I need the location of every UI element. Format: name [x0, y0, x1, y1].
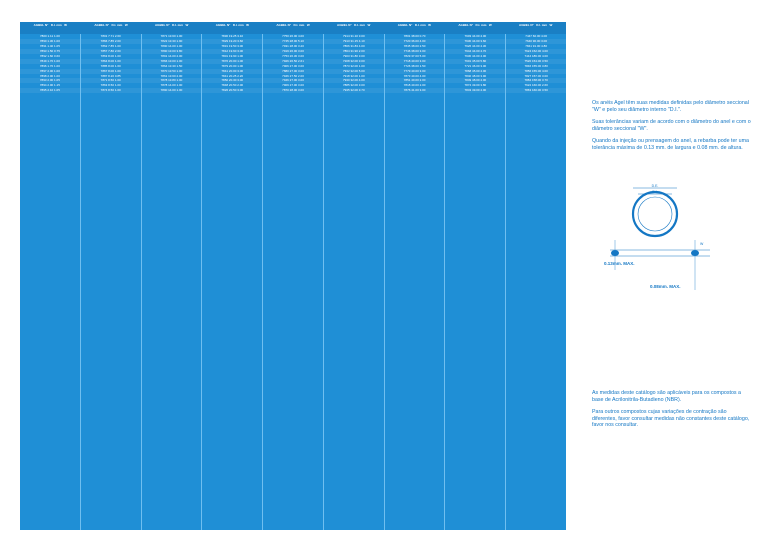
table-row: 7750 26.00 4.00: [282, 34, 304, 38]
table-row: 7864 8.00 1.00: [81, 59, 141, 64]
table-row: 7930 32.00 4.00: [324, 78, 384, 83]
table-row: 7897 2.00 1.00: [20, 69, 80, 74]
table-column: [384, 34, 445, 530]
table-row: 7878 14.00 1.00: [160, 83, 183, 88]
table-column: [80, 34, 141, 530]
table-row: 7880 27.00 3.00: [263, 69, 323, 74]
table-row: 7827 157.00 3.00: [524, 73, 548, 78]
table-body: [20, 34, 566, 530]
table-row: 7826 20.50 3.00: [202, 88, 262, 93]
table-row: 7801 7.71 2.60: [100, 34, 121, 38]
table-row: 7874 8.50 1.00: [81, 88, 141, 93]
table-row: 7829 19.20 3.60: [202, 39, 262, 44]
table-row: 7871 13.60 1.00: [160, 34, 183, 38]
table-column: [323, 34, 384, 530]
table-row: 7721 46.00 3.00: [464, 63, 487, 68]
table-row: 7864 13.30 1.50: [160, 63, 183, 68]
table-row: 7893 2.00 1.05: [20, 78, 80, 83]
table-row: 7718 40.00 3.00: [385, 59, 445, 64]
table-row: 7846 155.00 3.80: [524, 63, 548, 68]
table-row: 7930 44.00 4.00: [464, 53, 487, 58]
table-row: 7863 8.00 1.00: [100, 53, 121, 58]
table-row: 7876 41.00 3.00: [385, 88, 445, 93]
table-header-group: AGBEL N° D.I. mm W: [33, 23, 67, 27]
table-row: 7831 19.50 3.00: [221, 43, 244, 48]
table-row: 7864 31.90 2.00: [324, 49, 384, 54]
w-label: W: [700, 242, 704, 246]
table-row: 7208 32.00 3.00: [324, 59, 384, 64]
table-row: 7871 8.50 1.00: [81, 78, 141, 83]
table-row: 7800 1.11 1.00: [39, 34, 60, 38]
table-row: 7822 13.30 1.90: [142, 39, 202, 44]
table-row: 7885 8.00 1.60: [100, 63, 121, 68]
table-row: 7851 40.00 2.00: [385, 78, 445, 83]
table-row: 7890 14.00 1.00: [142, 88, 202, 93]
table-header-group: AGBEL N° D.I. mm W: [276, 23, 310, 27]
table-row: 7840 48.00 3.90: [464, 73, 487, 78]
table-row: 7891 14.00 2.00: [160, 53, 183, 58]
table-row: 7913 31.15 4.10: [324, 39, 384, 44]
table-row: 7866 7.85 2.00: [81, 39, 141, 44]
table-row: 7841 20.00 3.00: [202, 69, 262, 74]
table-row: 7843 49.00 4.00: [445, 88, 505, 93]
table-row: 7720 36.00 4.00: [385, 39, 445, 44]
table-row: 7944 44.00 4.70: [445, 49, 505, 54]
table-row: 7885 32.00 3.00: [342, 83, 365, 88]
table-row: 7893 1.50 0.75: [20, 49, 80, 54]
table-row: 7862 7.85 1.00: [100, 43, 121, 48]
table-row: 7857 7.80 2.60: [81, 49, 141, 54]
table-row: 7812 19.60 3.00: [202, 49, 262, 54]
table-row: 7890 14.00 1.00: [160, 43, 183, 48]
table-row: 7901 45.00 5.80: [445, 59, 505, 64]
table-row: 7746 38.00 3.00: [385, 49, 445, 54]
table-column: [444, 34, 505, 530]
table-row: 7866 13.00 1.00: [142, 59, 202, 64]
table-row: 7931 28.00 3.20: [282, 43, 304, 48]
table-header-group: AGBEL N° D.I. mm W: [458, 23, 492, 27]
table-header-group: AGBEL N° D.I. mm W: [337, 23, 371, 27]
table-row: 7866 31.83 4.00: [342, 43, 365, 48]
table-column: [201, 34, 262, 530]
table-row: 7892 1.60 0.60: [39, 53, 60, 58]
de-label: D.E.: [651, 184, 659, 188]
di-label: D.I.: [652, 190, 658, 194]
table-row: 7914 31.10 3.00: [342, 34, 365, 38]
table-row: 7848 20.50 2.00: [221, 83, 244, 88]
table-header: [20, 22, 566, 34]
table-row: 7930 44.00 3.60: [445, 39, 505, 44]
o-ring-diagram: [580, 180, 760, 300]
table-row: 7891 1.40 1.05: [39, 43, 60, 48]
table-row: 7932 32.00 5.00: [324, 69, 384, 74]
table-row: 7890 1.30 1.00: [20, 39, 80, 44]
table-row: 7870 28.00 3.00: [263, 88, 323, 93]
note-paragraph-1: Os anéis Agel têm suas medidas definidas pelo diâmetro seccional "W" e pelo seu diâmetro interno "D.I.".: [592, 100, 749, 113]
max-label-2: 0.08mm. MAX.: [650, 284, 681, 289]
table-row: 7856 155.00 4.00: [506, 69, 566, 74]
description-notes: [592, 100, 752, 157]
material-note-1: As medidas deste catálogo são aplicáveis para os compostos a base de Acrilonitrila-Butadieno (NBR).: [592, 390, 741, 403]
table-header-group: AGBEL N° D.I. mm W: [215, 23, 250, 27]
table-row: 7894 2.00 1.15: [39, 83, 60, 88]
table-row: 7887 8.20 0.85: [100, 73, 121, 78]
size-table: [20, 22, 566, 530]
table-row: 7863 8.50 1.00: [100, 83, 121, 88]
table-row: 7884 158.00 3.70: [506, 78, 566, 83]
table-row: 7918 32.00 1.00: [342, 73, 365, 78]
table-row: 7926 26.50 2.61: [263, 59, 323, 64]
table-column: [262, 34, 323, 530]
note-paragraph-2: Suas tolerâncias variam de acordo com o diâmetro do anel e com o diâmetro seccional "W".: [592, 119, 751, 132]
max-label-1: 0.13mm. MAX.: [604, 261, 635, 266]
table-row: 7946 27.00 3.00: [263, 78, 323, 83]
table-header-group: AGBEL N° D.I. mm W: [397, 23, 432, 27]
material-notes: [592, 390, 752, 435]
table-row: 7909 27.00 3.00: [282, 83, 304, 88]
table-row: 7849 48.00 4.00: [445, 78, 505, 83]
table-row: 7640 90.00 3.00: [506, 39, 566, 44]
table-row: 7845 38.00 2.50: [403, 43, 426, 48]
table-row: 7830 19.25 3.10: [221, 34, 244, 38]
table-row: 7873 32.00 1.00: [342, 63, 365, 68]
table-row: 7801 19.90 1.00: [221, 53, 244, 58]
table-row: 7919 26.00 3.00: [263, 49, 323, 54]
table-row: 7444 186.00 4.00: [524, 53, 548, 58]
table-row: 7753 26.30 3.00: [282, 53, 304, 58]
table-column: [141, 34, 202, 530]
table-row: 7818 40.00 2.00: [403, 83, 426, 88]
table-row: 7622 160.00 2.60: [524, 83, 548, 88]
table-row: 7520 154.00 3.50: [506, 59, 566, 64]
table-row: 7870 13.50 1.00: [142, 69, 202, 74]
table-row: 7903 31.80 3.00: [342, 53, 365, 58]
table-row: 7849 1.70 1.00: [20, 59, 80, 64]
table-row: 7829 37.00 5.00: [403, 53, 426, 58]
note-paragraph-3: Quando da injeção ou prensagem do anel, a rebarba pode ter uma tolerância máxima de 0.13 mm. de largura e 0.08 mm. de altura.: [592, 138, 749, 151]
table-column: [20, 34, 80, 530]
table-row: 7801 38.00 0.70: [403, 34, 426, 38]
table-row: 7935 32.00 3.70: [324, 88, 384, 93]
table-row: 7946 27.50 2.00: [282, 73, 304, 78]
table-row: 7896 1.70 1.00: [39, 63, 60, 68]
table-row: 7926 44.00 4.30: [464, 43, 487, 48]
table-row: 7890 13.00 3.80: [142, 49, 202, 54]
table-row: 7867 8.00 1.00: [81, 69, 141, 74]
table-row: 7850 20.30 3.00: [202, 78, 262, 83]
table-header-group: AGBEL N° D.I. mm W: [94, 23, 128, 27]
material-note-2: Para outros compostos cujas variações de contração são diferentes, favor consultar medidas não constantes deste catálogo, favor nos consultar.: [592, 409, 750, 428]
table-row: 7726 38.00 1.50: [403, 63, 426, 68]
table-row: 7447 60.00 4.00: [525, 34, 547, 38]
table-row: 7876 20.00 1.00: [202, 59, 262, 64]
table-row: 7903 44.00 4.00: [464, 34, 487, 38]
table-row: 7895 2.10 1.05: [20, 88, 80, 93]
table-row: 7898 2.00 1.00: [39, 73, 60, 78]
table-row: 7874 49.00 3.80: [464, 83, 487, 88]
table-row: 7841 20.25 2.20: [221, 73, 244, 78]
table-row: 7873 40.00 4.00: [403, 73, 426, 78]
table-row: 7878 13.80 1.00: [142, 78, 202, 83]
table-header-group: AGBEL N° D.I. mm W: [155, 23, 189, 27]
table-row: 7745 28.00 5.10: [263, 39, 323, 44]
table-row: 7879 20.00 1.00: [221, 63, 244, 68]
table-row: 7906 27.00 3.00: [282, 63, 304, 68]
table-row: 7861 13.60 2.00: [160, 73, 183, 78]
table-row: 7624 152.00 4.00: [506, 49, 566, 54]
table-header-group: AGBEL N° D.I. mm W: [519, 23, 553, 27]
table-row: 7841 91.00 4.80: [525, 43, 547, 48]
table-row: 7863 160.00 3.50: [506, 88, 566, 93]
table-column: [505, 34, 566, 530]
table-row: 7779 40.00 3.00: [385, 69, 445, 74]
table-row: 7868 45.00 4.00: [445, 69, 505, 74]
